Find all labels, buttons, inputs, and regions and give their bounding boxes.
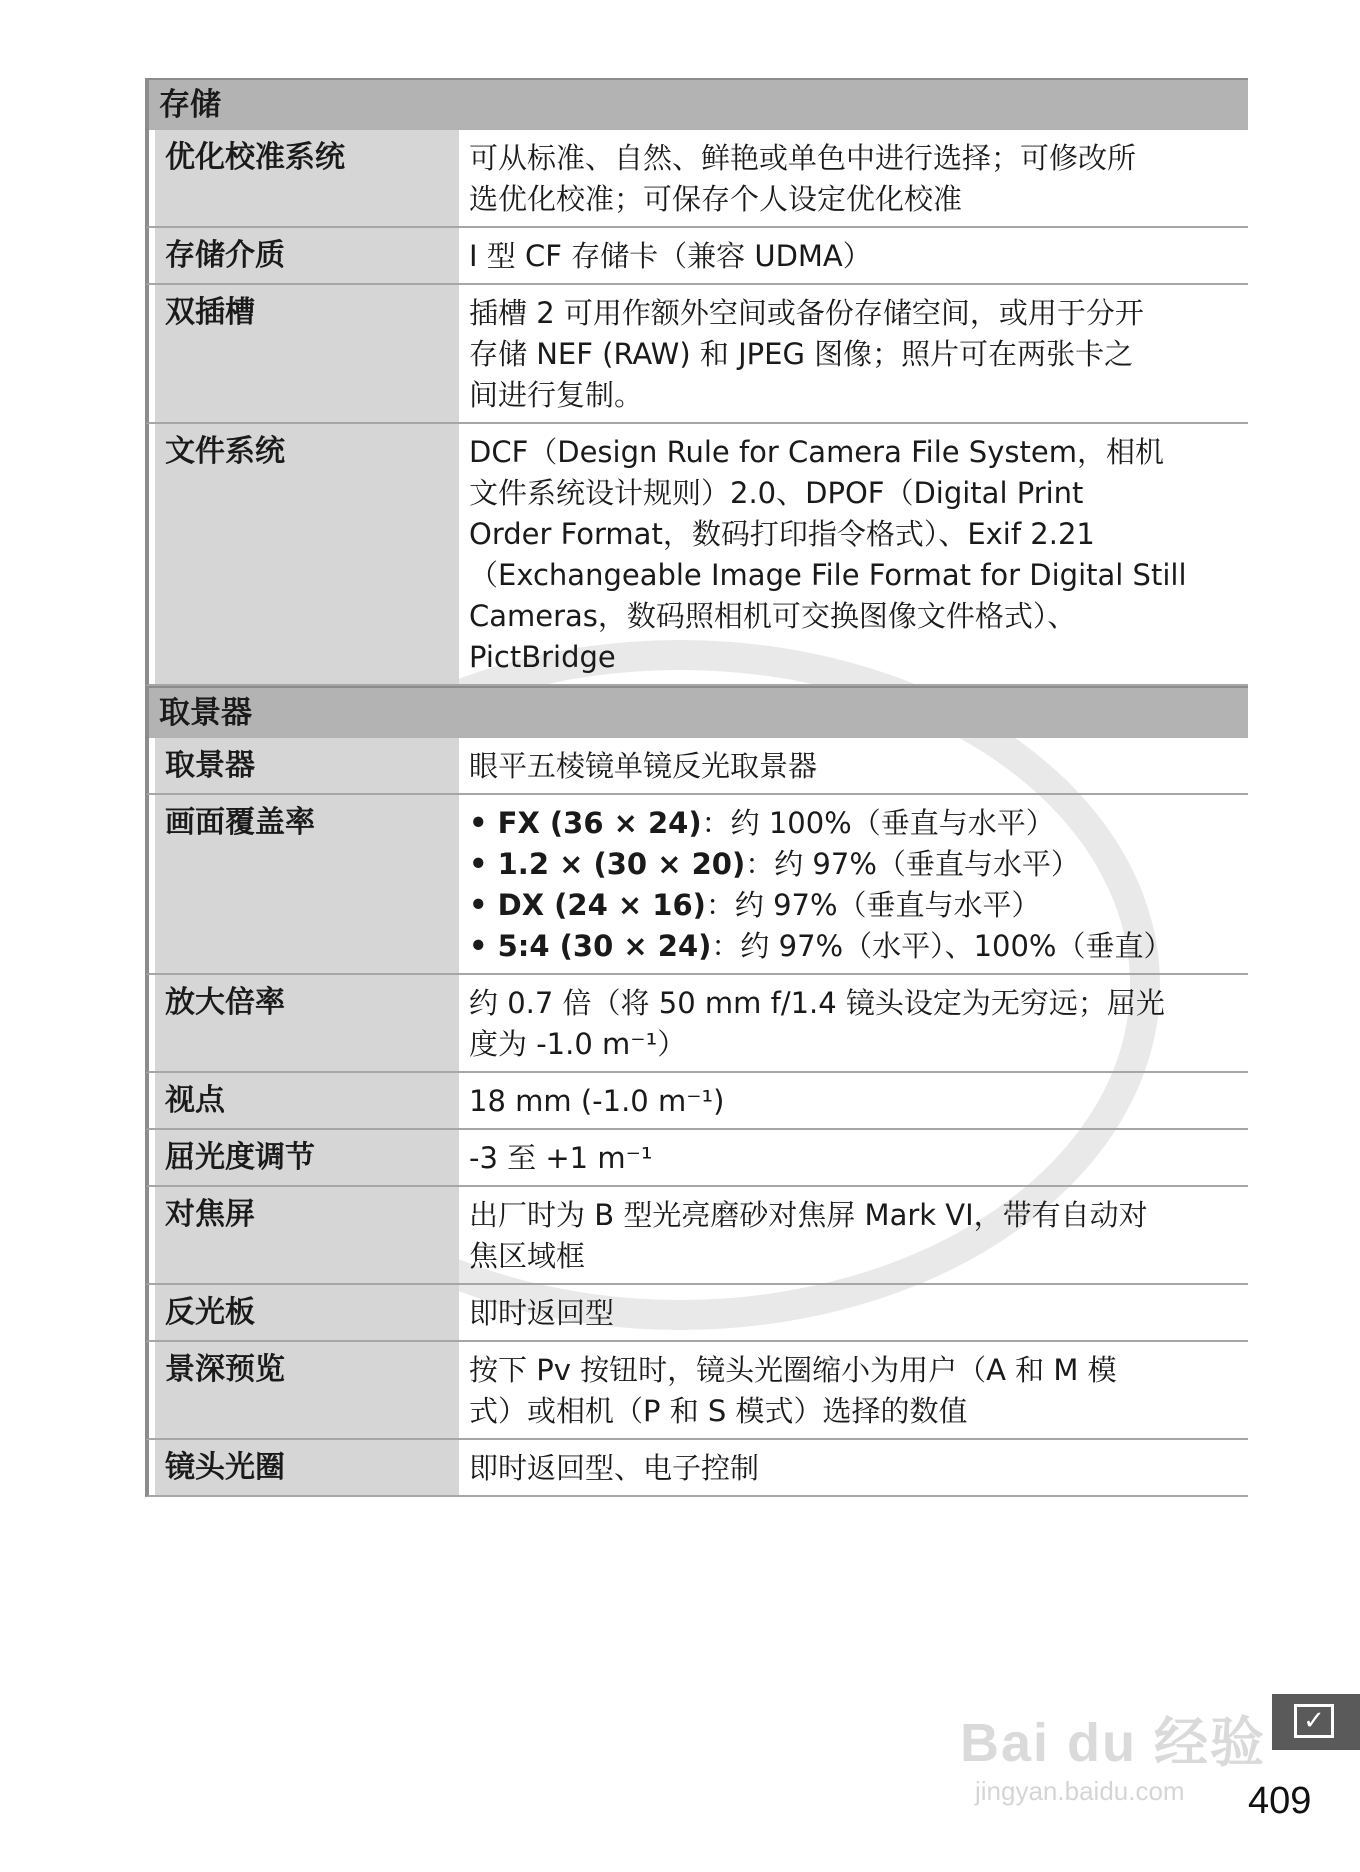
spec-value-line: 度为 -1.0 m⁻¹） bbox=[469, 1027, 687, 1061]
bullet-bold: • FX (36 × 24) bbox=[469, 806, 702, 840]
spec-value-line: 存储 NEF (RAW) 和 JPEG 图像；照片可在两张卡之 bbox=[469, 337, 1134, 371]
spec-row bbox=[145, 1130, 1248, 1187]
spec-value bbox=[459, 1130, 1248, 1185]
spec-value-line: Order Format，数码打印指令格式）、Exif 2.21 bbox=[469, 517, 1095, 551]
spec-value bbox=[459, 1342, 1248, 1438]
spec-value-line: 式）或相机（P 和 S 模式）选择的数值 bbox=[469, 1394, 968, 1428]
storage-section bbox=[145, 78, 1248, 686]
spec-row bbox=[145, 738, 1248, 795]
spec-label: 优化校准系统 bbox=[149, 130, 459, 226]
spec-label: 画面覆盖率 bbox=[149, 795, 459, 973]
bullet-text: ：约 100%（垂直与水平） bbox=[701, 806, 1055, 840]
spec-value-line: 出厂时为 B 型光亮磨砂对焦屏 Mark VI，带有自动对 bbox=[469, 1198, 1148, 1232]
coverage-bullet bbox=[469, 803, 1248, 844]
spec-value-line: PictBridge bbox=[469, 640, 616, 674]
spec-label: 景深预览 bbox=[149, 1342, 459, 1438]
spec-value-line: 文件系统设计规则）2.0、DPOF（Digital Print bbox=[469, 476, 1084, 510]
spec-value bbox=[459, 1285, 1248, 1340]
spec-label: 反光板 bbox=[149, 1285, 459, 1340]
bullet-bold: • 1.2 × (30 × 20) bbox=[469, 847, 746, 881]
spec-value bbox=[459, 424, 1248, 684]
spec-value bbox=[459, 738, 1248, 793]
spec-value-line: 可从标准、自然、鲜艳或单色中进行选择；可修改所 bbox=[469, 141, 1137, 175]
spec-value-line: DCF（Design Rule for Camera File System，相机 bbox=[469, 435, 1164, 469]
bullet-bold: • DX (24 × 16) bbox=[469, 888, 706, 922]
spec-value-line: 18 mm (-1.0 m⁻¹) bbox=[469, 1084, 725, 1118]
bullet-text: ：约 97%（垂直与水平） bbox=[705, 888, 1041, 922]
coverage-bullet bbox=[469, 885, 1248, 926]
spec-row bbox=[145, 424, 1248, 686]
spec-label: 镜头光圈 bbox=[149, 1440, 459, 1495]
spec-label: 视点 bbox=[149, 1073, 459, 1128]
spec-value-line: Cameras，数码照相机可交换图像文件格式）、 bbox=[469, 599, 1077, 633]
page-number: 409 bbox=[1248, 1780, 1312, 1822]
spec-row bbox=[145, 130, 1248, 228]
spec-row bbox=[145, 1187, 1248, 1285]
spec-label: 文件系统 bbox=[149, 424, 459, 684]
spec-value-line: -3 至 +1 m⁻¹ bbox=[469, 1141, 653, 1175]
spec-row bbox=[145, 228, 1248, 285]
spec-row bbox=[145, 1073, 1248, 1130]
chapter-tab bbox=[1272, 1694, 1360, 1750]
spec-value bbox=[459, 975, 1248, 1071]
spec-value-line: 选优化校准；可保存个人设定优化校准 bbox=[469, 182, 963, 216]
spec-value bbox=[459, 228, 1248, 283]
spec-value bbox=[459, 1440, 1248, 1495]
spec-label: 放大倍率 bbox=[149, 975, 459, 1071]
bullet-text: ：约 97%（水平）、100%（垂直） bbox=[711, 929, 1173, 963]
spec-value bbox=[459, 285, 1248, 422]
spec-value bbox=[459, 130, 1248, 226]
spec-value-line: I 型 CF 存储卡（兼容 UDMA） bbox=[469, 239, 872, 273]
spec-value-line: 按下 Pv 按钮时，镜头光圈缩小为用户（A 和 M 模 bbox=[469, 1353, 1117, 1387]
section-header: 取景器 bbox=[145, 686, 1248, 738]
coverage-bullet bbox=[469, 926, 1248, 967]
spec-value-line: 焦区域框 bbox=[469, 1239, 586, 1273]
checkmark-icon: ✓ bbox=[1294, 1704, 1334, 1738]
spec-row bbox=[145, 285, 1248, 424]
spec-row bbox=[145, 975, 1248, 1073]
spec-value-line: 即时返回型、电子控制 bbox=[469, 1451, 760, 1485]
spec-label: 双插槽 bbox=[149, 285, 459, 422]
spec-value bbox=[459, 1073, 1248, 1128]
spec-value-line: 约 0.7 倍（将 50 mm f/1.4 镜头设定为无穷远；屈光 bbox=[469, 986, 1165, 1020]
baidu-watermark-logo: Bai du 经验 bbox=[960, 1713, 1267, 1773]
spec-label: 取景器 bbox=[149, 738, 459, 793]
spec-value-line: （Exchangeable Image File Format for Digital Still bbox=[469, 558, 1187, 592]
spec-row bbox=[145, 1285, 1248, 1342]
viewfinder-section bbox=[145, 686, 1248, 1497]
spec-row bbox=[145, 795, 1248, 975]
spec-value bbox=[459, 1187, 1248, 1283]
spec-row bbox=[145, 1440, 1248, 1497]
coverage-bullet bbox=[469, 844, 1248, 885]
baidu-watermark-url: jingyan.baidu.com bbox=[975, 1776, 1185, 1806]
spec-label: 屈光度调节 bbox=[149, 1130, 459, 1185]
spec-value-line: 即时返回型 bbox=[469, 1296, 615, 1330]
bullet-text: ：约 97%（垂直与水平） bbox=[745, 847, 1080, 881]
bullet-bold: • 5:4 (30 × 24) bbox=[469, 929, 712, 963]
spec-value-line: 间进行复制。 bbox=[469, 378, 644, 412]
spec-label: 对焦屏 bbox=[149, 1187, 459, 1283]
spec-value bbox=[459, 795, 1248, 973]
spec-value-line: 插槽 2 可用作额外空间或备份存储空间，或用于分开 bbox=[469, 296, 1144, 330]
section-header: 存储 bbox=[145, 78, 1248, 130]
spec-label: 存储介质 bbox=[149, 228, 459, 283]
spec-value-line: 眼平五棱镜单镜反光取景器 bbox=[469, 749, 818, 783]
spec-row bbox=[145, 1342, 1248, 1440]
